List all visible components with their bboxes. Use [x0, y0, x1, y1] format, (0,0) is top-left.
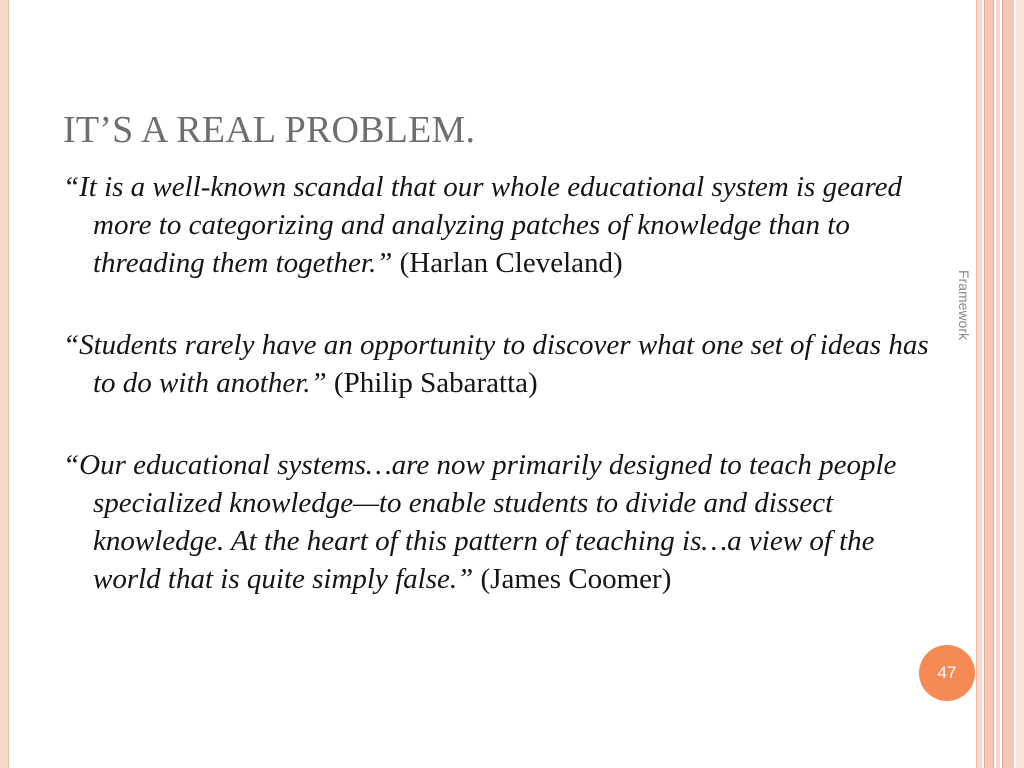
left-border: [0, 0, 9, 768]
slide-title: IT’S A REAL PROBLEM.: [63, 109, 476, 151]
quote-item: [63, 326, 943, 402]
slide-body: [63, 168, 943, 642]
quote-attribution: (Harlan Cleveland): [392, 247, 623, 279]
page-number-badge: 47: [919, 645, 975, 701]
right-stripe: [1016, 0, 1024, 768]
quote-text: “Students rarely have an opportunity to discover what one set of ideas has to do with another.”: [63, 329, 929, 399]
quote-attribution: (Philip Sabaratta): [326, 367, 538, 399]
quote-text: “It is a well-known scandal that our whole educational system is geared more to categorizing and analyzing patches of knowledge than to threading them together.”: [63, 171, 903, 279]
right-stripe: [976, 0, 982, 768]
quote-text: “Our educational systems…are now primarily designed to teach people specialized knowledge—to enable students to divide and dissect knowledge. At the heart of this pattern of teaching is…a view of the world that is quite simply false.”: [63, 449, 897, 595]
right-stripe: [996, 0, 1000, 768]
quote-item: [63, 446, 943, 598]
right-stripe: [1002, 0, 1014, 768]
section-label: Framework: [956, 270, 972, 341]
quote-item: [63, 168, 943, 282]
quote-attribution: (James Coomer): [473, 563, 672, 595]
right-stripe: [984, 0, 994, 768]
